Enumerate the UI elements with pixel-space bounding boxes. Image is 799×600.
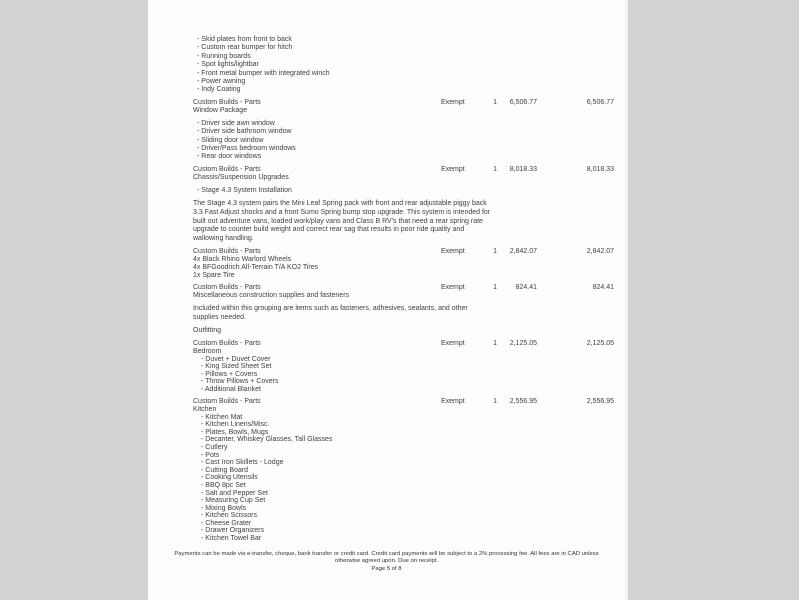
desc-line: Bedroom bbox=[193, 347, 222, 355]
line-item-desc-lines bbox=[193, 292, 441, 300]
document-page bbox=[148, 0, 628, 600]
amount: 2,842.07 bbox=[586, 247, 614, 255]
list-item: - Cutting Board bbox=[201, 466, 249, 474]
list-item: - Mixing Bowls bbox=[201, 504, 247, 512]
list-item: - Front metal bumper with integrated winch bbox=[197, 69, 330, 77]
line-item-title: Custom Builds - Parts bbox=[193, 339, 261, 347]
bullet-list bbox=[193, 120, 614, 162]
tax-status: Exempt bbox=[441, 98, 465, 106]
list-item: - Driver/Pass bedroom windows bbox=[197, 145, 296, 153]
tax-status: Exempt bbox=[441, 247, 465, 255]
rate: 2,125.05 bbox=[509, 339, 537, 347]
page-footer bbox=[168, 551, 605, 573]
document-content bbox=[148, 36, 628, 543]
line-item-description bbox=[193, 284, 441, 300]
line-item-description bbox=[193, 99, 441, 115]
page-number: Page 5 of 8 bbox=[371, 565, 402, 572]
list-item: - BBQ 8pc Set bbox=[201, 481, 246, 489]
list-item: - Cutlery bbox=[201, 443, 228, 451]
list-item: - Duvet + Duvet Cover bbox=[201, 355, 271, 363]
list-item: - Pillows + Covers bbox=[201, 370, 258, 378]
rate: 2,556.95 bbox=[509, 397, 537, 405]
line-item-row bbox=[193, 99, 614, 115]
line-item-title: Custom Builds - Parts bbox=[193, 397, 261, 405]
bullet-list bbox=[193, 187, 614, 195]
line-item-desc-lines bbox=[193, 348, 441, 356]
list-item: - Driver side bathroom window bbox=[197, 128, 292, 136]
line-item-desc-lines bbox=[193, 107, 441, 115]
line-item-row bbox=[193, 248, 614, 280]
list-item: - Driver side awn window bbox=[197, 119, 275, 127]
list-item: - Kitchen Linens/Misc. bbox=[201, 421, 270, 429]
list-item: - Drawer Organizers bbox=[201, 527, 265, 535]
rate: 2,842.07 bbox=[509, 247, 537, 255]
list-item: - Skid plates from front to back bbox=[197, 36, 292, 43]
list-item: - Indy Coating bbox=[197, 86, 241, 94]
line-item-desc-lines bbox=[193, 256, 441, 280]
desc-line: 4x BFGoodrich All-Terrain T/A KO2 Tires bbox=[193, 263, 319, 271]
list-item: - Stage 4.3 System Installation bbox=[197, 186, 292, 194]
tax-status: Exempt bbox=[441, 397, 465, 405]
line-item-row bbox=[193, 166, 614, 182]
list-item: - Cooking Utensils bbox=[201, 474, 258, 482]
list-item: - Salt and Pepper Set bbox=[201, 489, 268, 497]
bullet-list bbox=[193, 36, 614, 95]
line-item-description bbox=[193, 340, 441, 394]
tax-status: Exempt bbox=[441, 283, 465, 291]
tax-status: Exempt bbox=[441, 339, 465, 347]
list-item: - Cheese Grater bbox=[201, 519, 252, 527]
amount: 2,556.95 bbox=[586, 397, 614, 405]
desc-line: 1x Spare Tire bbox=[193, 271, 235, 279]
note-paragraph: The Stage 4.3 system pairs the Mini Leaf Spring pack with front and rear adjustable piggy back 3.3 Fast Adjust shocks and a front Sumo Spring bump stop upgrade. This system is intended for built out adventure vans, loaded work/play vans and Class B RV's that need a rear spring rate upgrade to counter build weight and correct rear sag that results in poor ride quality and wallowing handling. bbox=[193, 200, 491, 243]
amount: 8,018.33 bbox=[586, 165, 614, 173]
list-item: - Plates, Bowls, Mugs bbox=[201, 428, 269, 436]
quantity: 1 bbox=[493, 283, 497, 291]
amount: 2,125.05 bbox=[586, 339, 614, 347]
list-item: - Sliding door window bbox=[197, 136, 264, 144]
list-item: - Kitchen Mat bbox=[201, 413, 243, 421]
desc-line: Kitchen bbox=[193, 405, 217, 413]
quantity: 1 bbox=[493, 397, 497, 405]
line-item-description bbox=[193, 398, 441, 543]
list-item: - King Sized Sheet Set bbox=[201, 363, 272, 371]
line-item-row bbox=[193, 284, 614, 300]
line-item-bullet-list bbox=[193, 356, 441, 394]
list-item: - Kitchen Towel Bar bbox=[201, 535, 262, 543]
list-item: - Running boards bbox=[197, 52, 251, 60]
line-item-description bbox=[193, 248, 441, 280]
amount: 824.41 bbox=[592, 283, 614, 291]
line-item-title: Custom Builds - Parts bbox=[193, 98, 261, 106]
rate: 8,018.33 bbox=[509, 165, 537, 173]
desc-line: Chassis/Suspension Upgrades bbox=[193, 173, 289, 181]
list-item: - Measuring Cup Set bbox=[201, 497, 266, 505]
tax-status: Exempt bbox=[441, 165, 465, 173]
list-item: - Rear door windows bbox=[197, 153, 262, 161]
quantity: 1 bbox=[493, 247, 497, 255]
list-item: - Power awning bbox=[197, 78, 246, 86]
list-item: - Spot lights/lightbar bbox=[197, 61, 259, 69]
desc-line: 4x Black Rhino Warlord Wheels bbox=[193, 255, 292, 263]
quantity: 1 bbox=[493, 339, 497, 347]
quantity: 1 bbox=[493, 165, 497, 173]
list-item: - Decanter, Whiskey Glasses, Tall Glasses bbox=[201, 436, 333, 444]
line-item-title: Custom Builds - Parts bbox=[193, 165, 261, 173]
list-item: - Pots bbox=[201, 451, 220, 459]
list-item: - Throw Pillows + Covers bbox=[201, 378, 279, 386]
desc-line: Window Package bbox=[193, 106, 248, 114]
line-item-row bbox=[193, 398, 614, 543]
line-item-desc-lines bbox=[193, 174, 441, 182]
line-item-desc-lines bbox=[193, 406, 441, 414]
desc-line: Miscellaneous construction supplies and fasteners bbox=[193, 291, 350, 299]
line-item-title: Custom Builds - Parts bbox=[193, 283, 261, 291]
list-item: - Additional Blanket bbox=[201, 385, 261, 393]
line-item-bullet-list bbox=[193, 414, 441, 543]
rate: 824.41 bbox=[515, 283, 537, 291]
line-item-description bbox=[193, 166, 441, 182]
quantity: 1 bbox=[493, 98, 497, 106]
note-paragraph: Included within this grouping are items such as fasteners, adhesives, sealants, and other supplies needed. bbox=[193, 304, 468, 321]
payment-terms-note: Payments can be made via e-transfer, cheque, bank transfer or credit card. Credit card payments will be subject to a 2% processing fee. All fees are in CAD unless otherwise agreed upon. Due on receipt. bbox=[174, 551, 599, 565]
section-heading: Outfitting bbox=[193, 327, 222, 335]
list-item: - Cast Iron Skillets - Lodge bbox=[201, 459, 284, 467]
amount: 6,506.77 bbox=[586, 98, 614, 106]
line-item-row bbox=[193, 340, 614, 394]
list-item: - Custom rear bumper for hitch bbox=[197, 44, 293, 52]
line-item-title: Custom Builds - Parts bbox=[193, 247, 261, 255]
list-item: - Kitchen Scissors bbox=[201, 512, 258, 520]
rate: 6,506.77 bbox=[509, 98, 537, 106]
